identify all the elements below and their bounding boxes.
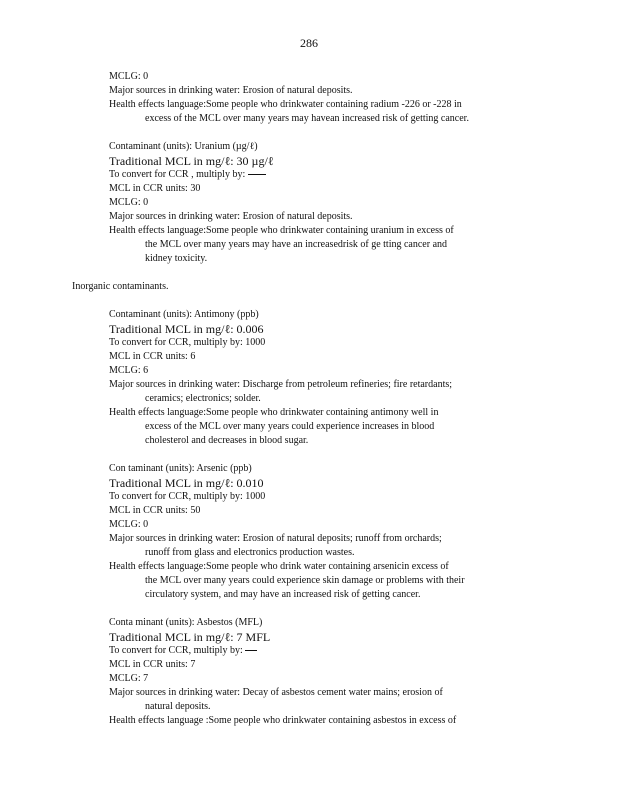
uranium-contaminant: Contaminant (units): Uranium (µg/ℓ)	[109, 141, 258, 152]
uranium-health-line-2: the MCL over many years may have an increasedrisk of ge tting cancer and	[145, 239, 448, 250]
uranium-convert	[109, 168, 549, 182]
uranium-convert-text: To convert for CCR , multiply by:	[109, 169, 246, 180]
uranium-mclg: MCLG: 0	[109, 197, 149, 208]
uranium-health-line-1: Health effects language:Some people who drinkwater containing uranium in excess of	[109, 225, 454, 236]
uranium-health-line-3: kidney toxicity.	[145, 253, 208, 264]
asbestos-contaminant: Conta minant (units): Asbestos (MFL)	[109, 617, 263, 628]
blank-mark	[248, 174, 266, 175]
arsenic-mcl-ccr: MCL in CCR units: 50	[109, 505, 201, 516]
radium-mclg: MCLG: 0	[109, 71, 149, 82]
page-number: 286	[300, 36, 318, 50]
page-body	[72, 70, 549, 728]
antimony-sources-line-1: Major sources in drinking water: Discharge from petroleum refineries; fire retardants;	[109, 379, 453, 390]
arsenic-health-line-2: the MCL over many years could experience skin damage or problems with their	[145, 575, 465, 586]
asbestos-sources-line-2: natural deposits.	[145, 701, 211, 712]
asbestos-traditional-mcl: Traditional MCL in mg/ℓ: 7 MFL	[109, 630, 271, 644]
arsenic-traditional-mcl: Traditional MCL in mg/ℓ: 0.010	[109, 476, 264, 490]
arsenic-health-line-3: circulatory system, and may have an increased risk of getting cancer.	[145, 589, 421, 600]
antimony-mclg: MCLG: 6	[109, 365, 149, 376]
uranium-traditional-mcl: Traditional MCL in mg/ℓ: 30 µg/ℓ	[109, 154, 274, 168]
section-heading-inorganic: Inorganic contaminants.	[72, 281, 169, 292]
arsenic-sources-line-2: runoff from glass and electronics production wastes.	[145, 547, 355, 558]
asbestos-convert-text: To convert for CCR, multiply by:	[109, 645, 243, 656]
antimony-traditional-mcl: Traditional MCL in mg/ℓ: 0.006	[109, 322, 264, 336]
arsenic-mclg: MCLG: 0	[109, 519, 149, 530]
radium-health-line-2: excess of the MCL over many years may havean increased risk of getting cancer.	[145, 113, 469, 124]
uranium-sources: Major sources in drinking water: Erosion of natural deposits.	[109, 211, 353, 222]
asbestos-mclg: MCLG: 7	[109, 673, 149, 684]
antimony-sources-line-2: ceramics; electronics; solder.	[145, 393, 261, 404]
uranium-mcl-ccr: MCL in CCR units: 30	[109, 183, 201, 194]
arsenic-health-line-1: Health effects language:Some people who drink water containing arsenicin excess of	[109, 561, 449, 572]
antimony-health-line-1: Health effects language:Some people who drinkwater containing antimony well in	[109, 407, 439, 418]
radium-health-line-1: Health effects language:Some people who drinkwater containing radium -226 or -228 in	[109, 99, 462, 110]
antimony-health-line-3: cholesterol and decreases in blood sugar.	[145, 435, 309, 446]
asbestos-mcl-ccr: MCL in CCR units: 7	[109, 659, 196, 670]
asbestos-convert	[109, 644, 549, 658]
blank-mark	[245, 650, 257, 651]
radium-sources: Major sources in drinking water: Erosion of natural deposits.	[109, 85, 353, 96]
antimony-health-line-2: excess of the MCL over many years could experience increases in blood	[145, 421, 435, 432]
antimony-contaminant: Contaminant (units): Antimony (ppb)	[109, 309, 259, 320]
antimony-mcl-ccr: MCL in CCR units: 6	[109, 351, 196, 362]
arsenic-sources-line-1: Major sources in drinking water: Erosion of natural deposits; runoff from orchards;	[109, 533, 442, 544]
asbestos-health-line-1: Health effects language :Some people who drinkwater containing asbestos in excess of	[109, 715, 457, 726]
antimony-convert: To convert for CCR, multiply by: 1000	[109, 337, 266, 348]
arsenic-contaminant: Con taminant (units): Arsenic (ppb)	[109, 463, 252, 474]
asbestos-sources-line-1: Major sources in drinking water: Decay of asbestos cement water mains; erosion of	[109, 687, 443, 698]
arsenic-convert: To convert for CCR, multiply by: 1000	[109, 491, 266, 502]
